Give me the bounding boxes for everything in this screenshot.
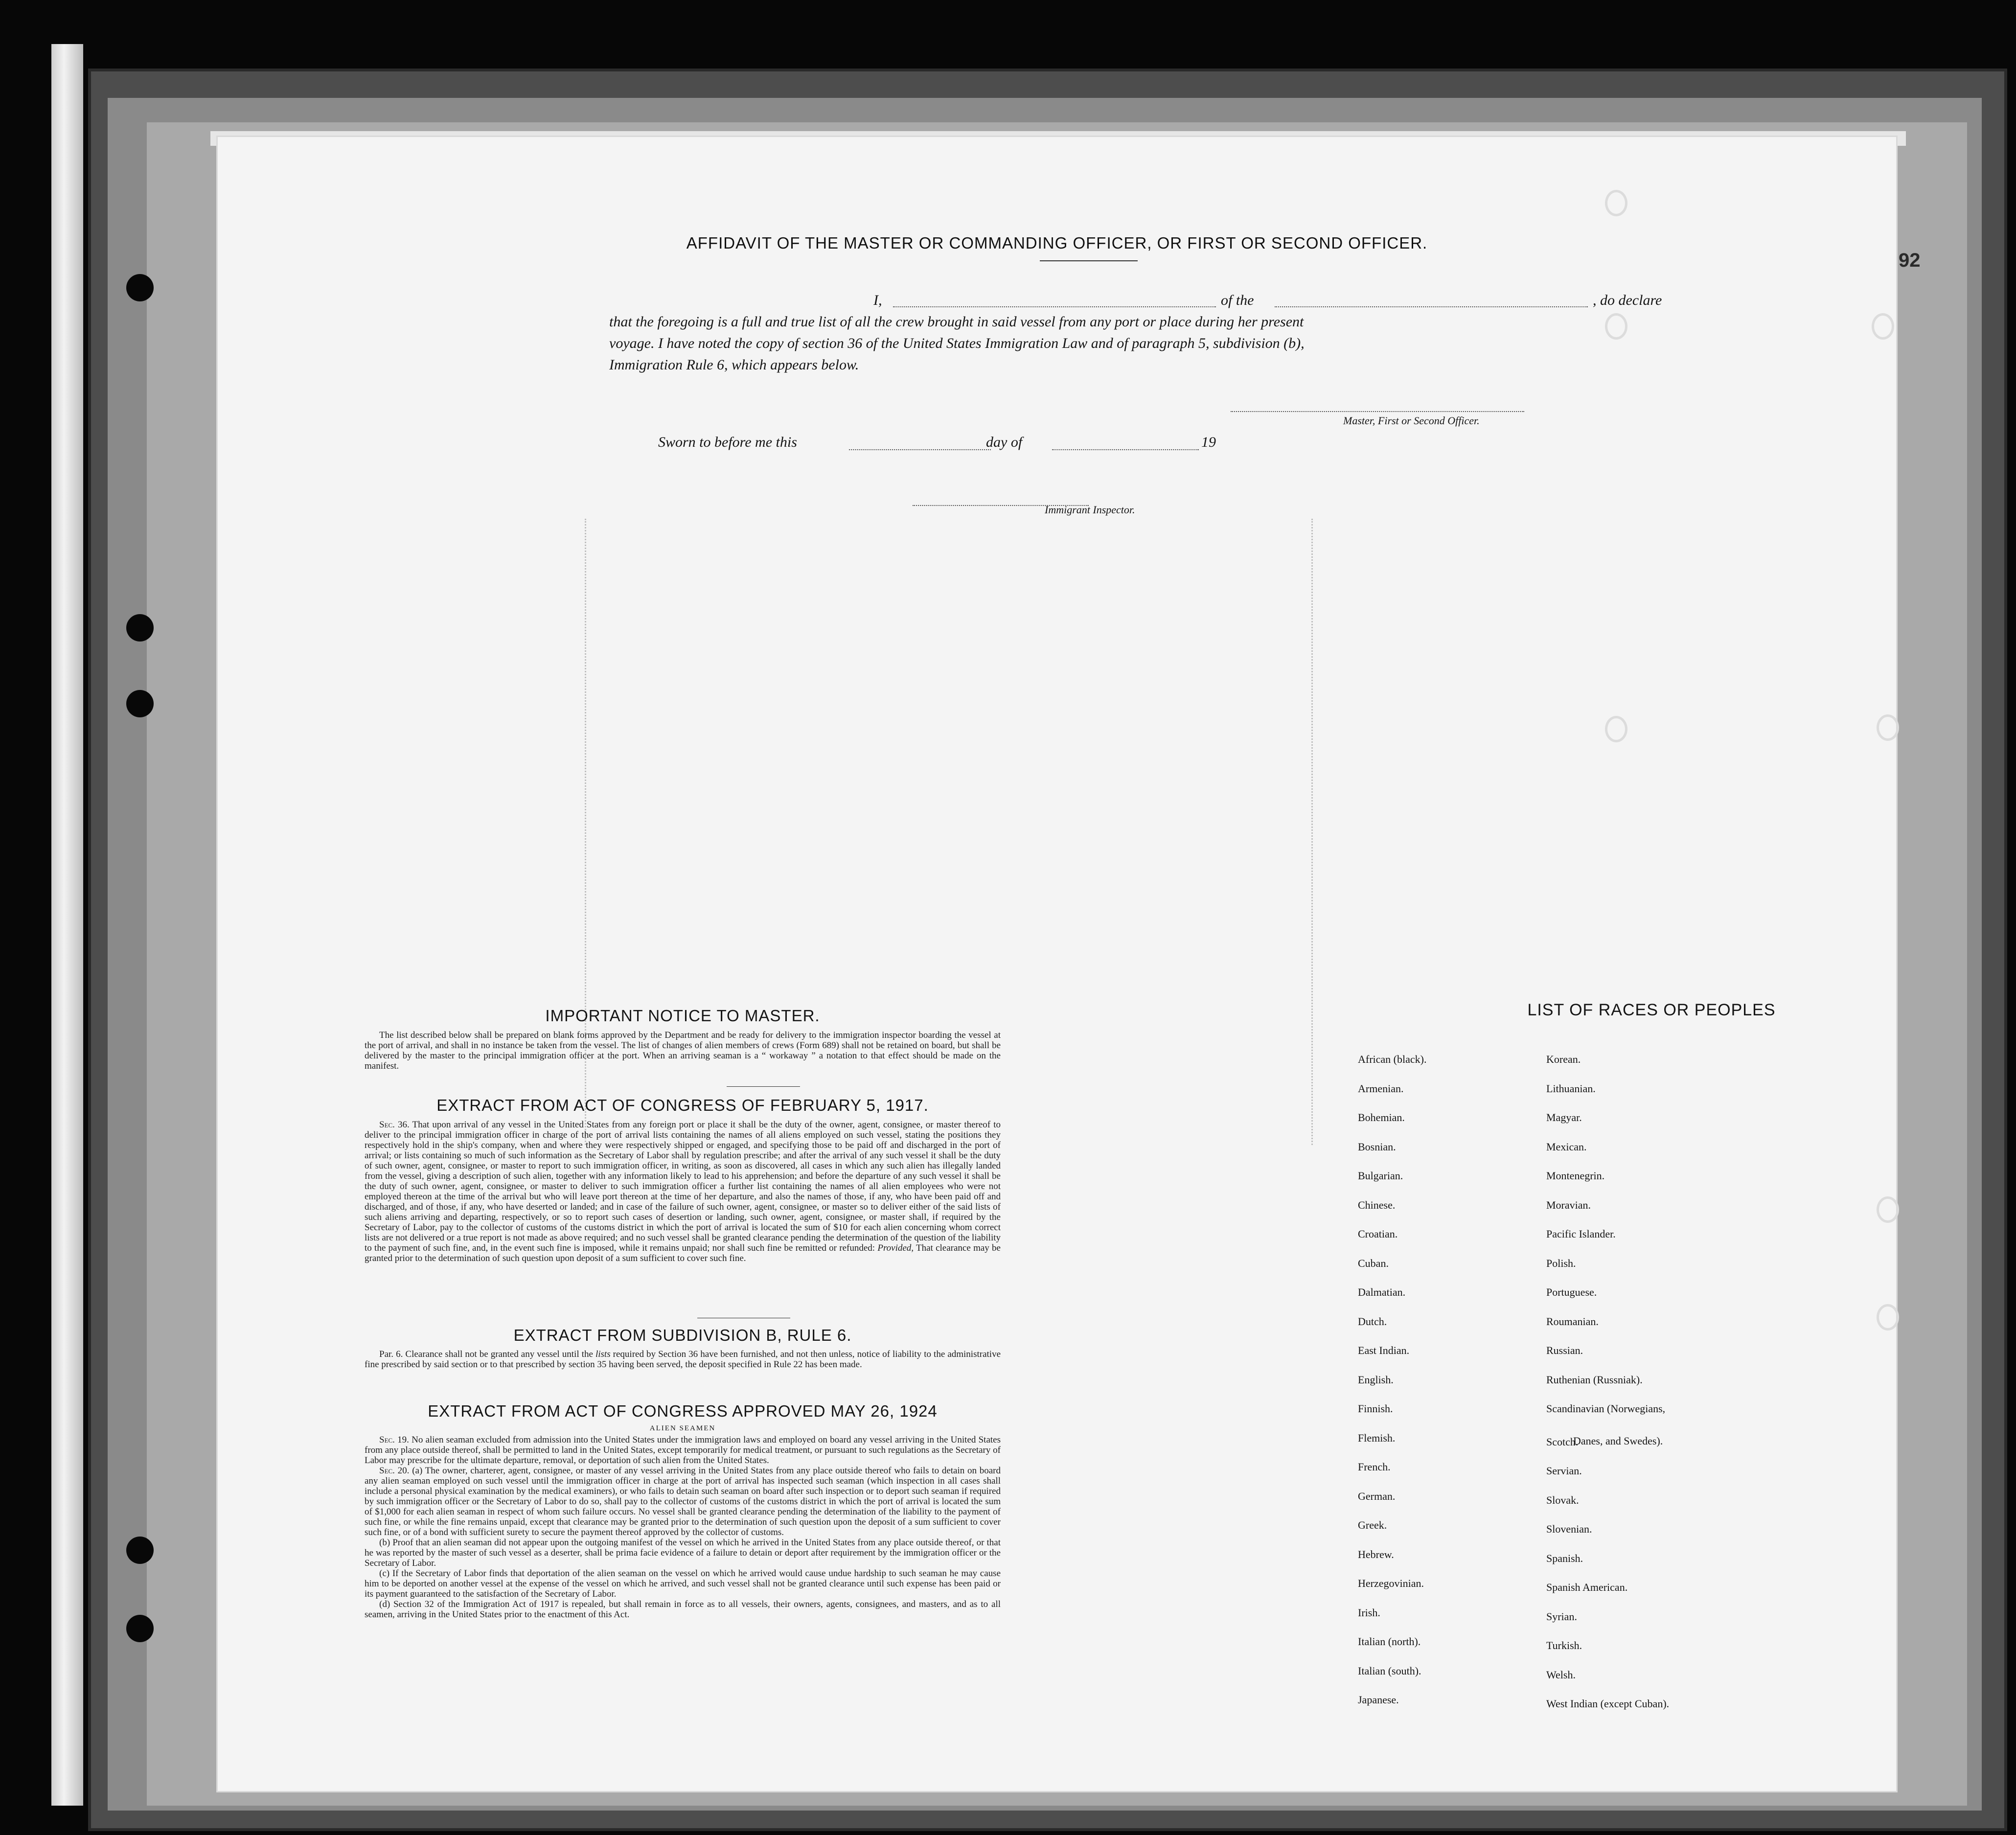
- affidavit-declare: , do declare: [1593, 292, 1662, 308]
- act1917-section-label: Sec. 36.: [379, 1120, 410, 1130]
- race-item: Moravian.: [1546, 1198, 1591, 1211]
- race-item: Polish.: [1546, 1257, 1576, 1269]
- underlying-page-number: 92: [1899, 250, 1921, 271]
- affidavit-line: that the foregoing is a full and true list of all the crew brought in said vessel from any port or place during her present: [609, 314, 1304, 330]
- race-item: Scandinavian (Norwegians,: [1546, 1402, 1666, 1415]
- sworn-day-blank: [849, 449, 991, 450]
- act1917-tail: That clearance may be granted prior to the determination of such question upon deposit of a sum sufficient to cover such fine.: [365, 1243, 1001, 1263]
- act1917-text: [365, 1120, 1001, 1263]
- affidavit-line: voyage. I have noted the copy of section 36 of the United States Immigration Law and of paragraph 5, subdivision (b),: [609, 335, 1305, 351]
- race-item: Finnish.: [1358, 1402, 1393, 1415]
- race-item: Spanish American.: [1546, 1581, 1628, 1593]
- notice-title: IMPORTANT NOTICE TO MASTER.: [545, 1007, 820, 1025]
- race-item: Herzegovinian.: [1358, 1577, 1424, 1589]
- ring-hole: [1605, 190, 1627, 216]
- race-item: Armenian.: [1358, 1082, 1404, 1095]
- ring-hole: [1877, 714, 1899, 741]
- act1924-text: [365, 1435, 1001, 1620]
- act1924-title: EXTRACT FROM ACT OF CONGRESS APPROVED MAY 26, 1924: [428, 1402, 938, 1420]
- race-item: Irish.: [1358, 1606, 1380, 1619]
- race-item: Dutch.: [1358, 1315, 1387, 1328]
- sec20d-body: (d) Section 32 of the Immigration Act of 1917 is repealed, but shall remain in force as to all vessels, their owners, agents, consignees, and masters, and as to all seamen, arriving in the United States prior to the enactment of this Act.: [365, 1599, 1001, 1620]
- race-item: Chinese.: [1358, 1198, 1396, 1211]
- rule6-text: [365, 1349, 1001, 1370]
- race-item: Bulgarian.: [1358, 1170, 1403, 1182]
- race-item: Spanish.: [1546, 1552, 1583, 1564]
- race-item: French.: [1358, 1461, 1391, 1473]
- race-item: Montenegrin.: [1546, 1170, 1605, 1182]
- sec20-label: Sec. 20.: [379, 1466, 410, 1476]
- sworn-text: Sworn to before me this: [658, 434, 797, 450]
- act1917-provided: Provided,: [877, 1243, 914, 1253]
- race-item: Mexican.: [1546, 1140, 1587, 1153]
- ring-hole: [1605, 716, 1627, 742]
- sec20c-body: (c) If the Secretary of Labor finds that deportation of the alien seaman on the vessel on which he arrived would cause undue hardship to such seaman he may cause him to be deported on another vessel at the expense of the vessel on which he arrived, and such vessel shall not be granted clearance until such expense has been paid or its payment guaranteed to the satisfaction of the Secretary of Labor.: [365, 1568, 1001, 1599]
- margin-dots: [1311, 519, 1313, 1145]
- race-item: Danes, and Swedes).: [1573, 1435, 1663, 1447]
- race-item: Slovenian.: [1546, 1523, 1592, 1535]
- race-item: Italian (south).: [1358, 1664, 1421, 1677]
- act1924-subtitle: ALIEN SEAMEN: [649, 1424, 716, 1432]
- ring-hole: [1872, 313, 1894, 340]
- affidavit-title: AFFIDAVIT OF THE MASTER OR COMMANDING OFFICER, OR FIRST OR SECOND OFFICER.: [686, 234, 1428, 252]
- race-item: Russian.: [1546, 1344, 1583, 1356]
- rule6-lists: lists: [595, 1349, 611, 1359]
- ring-hole: [1877, 1196, 1899, 1223]
- race-item: Bohemian.: [1358, 1111, 1405, 1124]
- notice-paragraph: The list described below shall be prepared on blank forms approved by the Department and be ready for delivery to the immigration inspector boarding the vessel at the port of arrival, and shall in no instance be taken from the vessel. The list of changes of alien members of crews (Form 689) shall not be retained on board, but shall be delivered by the master to the principal immigration officer at the port. When an arriving seaman is a “ workaway ” a notation to that effect should be made on the manifest.: [365, 1030, 1001, 1071]
- rule6-title: EXTRACT FROM SUBDIVISION B, RULE 6.: [513, 1326, 852, 1344]
- inspector-caption: Immigrant Inspector.: [1045, 504, 1135, 516]
- name-blank: [893, 306, 1216, 307]
- sec19-body: No alien seaman excluded from admission into the United States under the immigration laws and employed on board any vessel arriving in the United States from any place outside thereof, shall be permitted to land in the United States, except temporarily for medical treatment, or pursuant to such regulations as the Secretary of Labor may prescribe for the ultimate departure, removal, or deportation of such alien from the United States.: [365, 1435, 1001, 1466]
- act1917-title: EXTRACT FROM ACT OF CONGRESS OF FEBRUARY 5, 1917.: [436, 1096, 929, 1114]
- race-item: Roumanian.: [1546, 1315, 1599, 1328]
- race-item: Korean.: [1546, 1053, 1581, 1065]
- race-item: Lithuanian.: [1546, 1082, 1596, 1095]
- punch-hole: [126, 614, 154, 642]
- rule6-body-b: required by Section 36 have been furnished, and not then unless, notice of liability to the administrative fine prescribed by said section or to that prescribed by section 35 having been served, the deposit specified in Rule 22 has been made.: [365, 1349, 1001, 1370]
- punch-hole: [126, 1537, 154, 1564]
- race-item: Cuban.: [1358, 1257, 1389, 1269]
- race-item: Slovak.: [1546, 1493, 1579, 1506]
- section-rule: [727, 1086, 800, 1087]
- race-item: Flemish.: [1358, 1431, 1396, 1444]
- races-title: LIST OF RACES OR PEOPLES: [1527, 1001, 1776, 1019]
- race-item: German.: [1358, 1490, 1396, 1502]
- race-item: English.: [1358, 1373, 1394, 1386]
- race-item: Hebrew.: [1358, 1548, 1394, 1560]
- binding-strip: [51, 44, 83, 1806]
- punch-hole: [126, 1615, 154, 1642]
- punch-hole: [126, 274, 154, 301]
- race-item: Magyar.: [1546, 1111, 1582, 1124]
- affidavit-of-the: of the: [1221, 292, 1254, 308]
- vessel-blank: [1275, 306, 1588, 307]
- race-item: Ruthenian (Russniak).: [1546, 1373, 1643, 1386]
- sworn-month-blank: [1052, 449, 1199, 450]
- race-item: Turkish.: [1546, 1639, 1582, 1652]
- race-item: Italian (north).: [1358, 1635, 1421, 1648]
- ring-hole: [1877, 1304, 1899, 1330]
- race-item: Pacific Islander.: [1546, 1228, 1616, 1240]
- year-text: 19: [1201, 434, 1216, 450]
- day-of-text: day of: [986, 434, 1023, 450]
- notice-text: [365, 1030, 1001, 1071]
- race-item: Scotch.: [1546, 1435, 1579, 1448]
- race-item: Greek.: [1358, 1519, 1387, 1531]
- race-item: African (black).: [1358, 1053, 1427, 1065]
- race-item: Syrian.: [1546, 1610, 1577, 1623]
- sec20a-body: (a) The owner, charterer, agent, consignee, or master of any vessel arriving in the United States from any place outside thereof who fails to detain on board any alien seaman employed on such vessel until the immigration officer in charge at the port of arrival has inspected such seaman (which inspection in all cases shall include a personal physical examination by the medical examiners), or who fails to detain such seaman on board after such inspection or to deport such seaman if required by such immigration officer or the Secretary of Labor to do so, shall pay to the collector of customs of the customs district in which the port of arrival is located the sum of $1,000 for each alien seaman in respect of whom such failure occurs. No vessel shall be granted clearance pending the determination of the liability to the payment of such fine, or while the fine remains unpaid, except that clearance may be granted prior to the determination of such question upon the deposit of a sum sufficient to cover such fine, or of a bond with sufficient surety to secure the payment thereof approved by the collector of customs.: [365, 1466, 1001, 1537]
- affidavit-body: [609, 290, 1779, 376]
- act1917-body: That upon arrival of any vessel in the United States from any foreign port or place it shall be the duty of the owner, agent, consignee, or master thereof to deliver to the principal immigration officer in charge of the port of arrival lists containing the names of all aliens employed on such vessel, stating the positions they respectively hold in the ship's company, when and where they were respectively shipped or engaged, and specifying those to be paid off and discharged in the port of arrival; or lists containing so much of such information as the Secretary of Labor shall by regulation prescribe; and after the arrival of any such vessel it shall be the duty of such owner, agent, consignee, or master to report to such immigration officer, in writing, as soon as discovered, all cases in which any such alien has illegally landed from the vessel, giving a description of such alien, together with any information likely to lead to his apprehension; and before the departure of any such vessel it shall be the duty of such owner, agent, consignee, or master to deliver to such immigration officer a further list containing the names of all alien employees who were not employed thereon at the time of the arrival but who will leave port thereon at the time of her departure, and also the names of those, if any, who have been paid off and discharged, and of those, if any, who have deserted or landed; and in case of the failure of such owner, agent, consignee, or master so to deliver either of the said lists of such aliens arriving and departing, respectively, or so to report such cases of desertion or landing, such owner, agent, consignee, or master shall, if required by the Secretary of Labor, pay to the collector of customs of the customs district in which the port of arrival is located the sum of $10 for each alien concerning whom correct lists are not delivered or a true report is not made as above required; and no such vessel shall be granted clearance pending the determination of the question of the liability to the payment of such fine, and, in the event such fine is imposed, while it remains unpaid; nor shall such fine be remitted or refunded:: [365, 1120, 1001, 1253]
- punch-hole: [126, 690, 154, 717]
- rule6-body-a: Par. 6. Clearance shall not be granted any vessel until the: [379, 1349, 593, 1359]
- race-item: Portuguese.: [1546, 1286, 1597, 1298]
- sec20b-body: (b) Proof that an alien seaman did not appear upon the outgoing manifest of the vessel on which he arrived in the United States from any place outside thereof, or that he was reported by the master of such vessel as a deserter, shall be prima facie evidence of a failure to detain or deport after requirement by the immigration officer or the Secretary of Labor.: [365, 1537, 1001, 1568]
- race-item: Servian.: [1546, 1465, 1582, 1477]
- race-item: Bosnian.: [1358, 1140, 1396, 1153]
- sec19-label: Sec. 19.: [379, 1435, 409, 1445]
- race-item: Welsh.: [1546, 1668, 1576, 1681]
- race-item: Croatian.: [1358, 1228, 1398, 1240]
- affidavit-line: Immigration Rule 6, which appears below.: [609, 357, 859, 373]
- affidavit-i: I,: [873, 292, 882, 308]
- race-item: Dalmatian.: [1358, 1286, 1406, 1298]
- race-item: West Indian (except Cuban).: [1546, 1697, 1670, 1710]
- race-item: Japanese.: [1358, 1694, 1399, 1706]
- master-caption: Master, First or Second Officer.: [1343, 414, 1480, 427]
- race-item: East Indian.: [1358, 1344, 1410, 1356]
- form-sheet: [218, 137, 1896, 1791]
- title-rule: [1040, 260, 1138, 261]
